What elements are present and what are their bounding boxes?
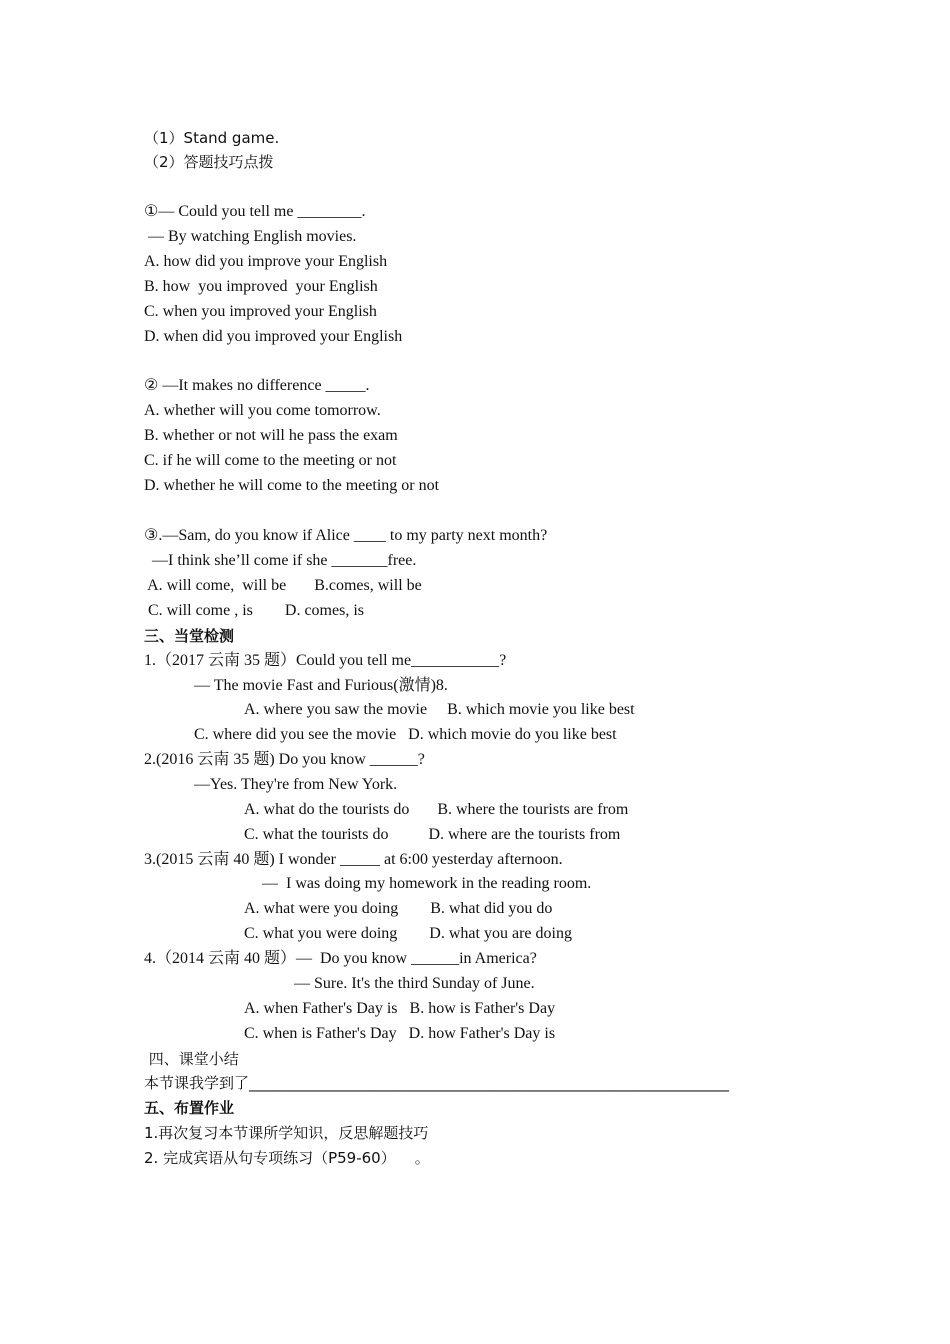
homework-item-1: 1.再次复习本节课所学知识，反思解题技巧 [144,1124,429,1142]
test-2-options-row-2: C. what the tourists do D. where are the tourists from [244,826,621,843]
test-3-options-row-1: A. what were you doing B. what did you do [244,900,553,917]
section-5-heading: 五、布置作业 [144,1099,235,1117]
test-1-options-row-1: A. where you saw the movie B. which movie you like best [244,701,635,718]
test-1-question: 1.（2017 云南 35 题）Could you tell me___________? [144,652,507,669]
test-3-options-row-2: C. what you were doing D. what you are doing [244,925,572,942]
example-3-question: ③.—Sam, do you know if Alice ____ to my party next month? [144,527,548,544]
example-1-option-a: A. how did you improve your English [144,253,388,270]
test-2-question: 2.(2016 云南 35 题) Do you know ______? [144,751,425,768]
section-4-heading: 四、课堂小结 [144,1050,239,1068]
test-4-question: 4.（2014 云南 40 题）— Do you know ______in America? [144,950,537,967]
summary-line: 本节课我学到了________________________________________________________________ [144,1074,730,1092]
test-1-response: — The movie Fast and Furious(激情)8. [194,677,448,694]
section-3-heading: 三、当堂检测 [144,627,235,645]
test-2-response: —Yes. They're from New York. [194,776,398,793]
test-3-question: 3.(2015 云南 40 题) I wonder _____ at 6:00 yesterday afternoon. [144,851,563,868]
test-1-options-row-2: C. where did you see the movie D. which movie do you like best [194,726,617,743]
example-1-response: — By watching English movies. [144,228,357,245]
example-2-question: ② —It makes no difference _____. [144,377,370,394]
example-1-option-c: C. when you improved your English [144,303,377,320]
test-4-response: — Sure. It's the third Sunday of June. [294,975,535,992]
example-2-option-c: C. if he will come to the meeting or not [144,452,397,469]
example-1-option-b: B. how you improved your English [144,278,378,295]
test-2-options-row-1: A. what do the tourists do B. where the tourists are from [244,801,629,818]
homework-item-2: 2. 完成宾语从句专项练习（P59-60） 。 [144,1149,430,1167]
example-2-option-a: A. whether will you come tomorrow. [144,402,381,419]
stand-game-line: （1）Stand game. [144,129,280,147]
example-3-options-row-2: C. will come , is D. comes, is [144,602,364,619]
test-4-options-row-2: C. when is Father's Day D. how Father's Day is [244,1025,556,1042]
example-1-option-d: D. when did you improved your English [144,328,403,345]
example-2-option-b: B. whether or not will he pass the exam [144,427,398,444]
example-2-option-d: D. whether he will come to the meeting or not [144,477,440,494]
example-3-options-row-1: A. will come, will be B.comes, will be [144,577,422,594]
tips-heading: （2）答题技巧点拨 [144,153,274,171]
test-3-response: — I was doing my homework in the reading room. [262,875,592,892]
example-1-question: ①— Could you tell me ________. [144,203,366,220]
example-3-response: —I think she’ll come if she _______free. [144,552,417,569]
test-4-options-row-1: A. when Father's Day is B. how is Father's Day [244,1000,556,1017]
